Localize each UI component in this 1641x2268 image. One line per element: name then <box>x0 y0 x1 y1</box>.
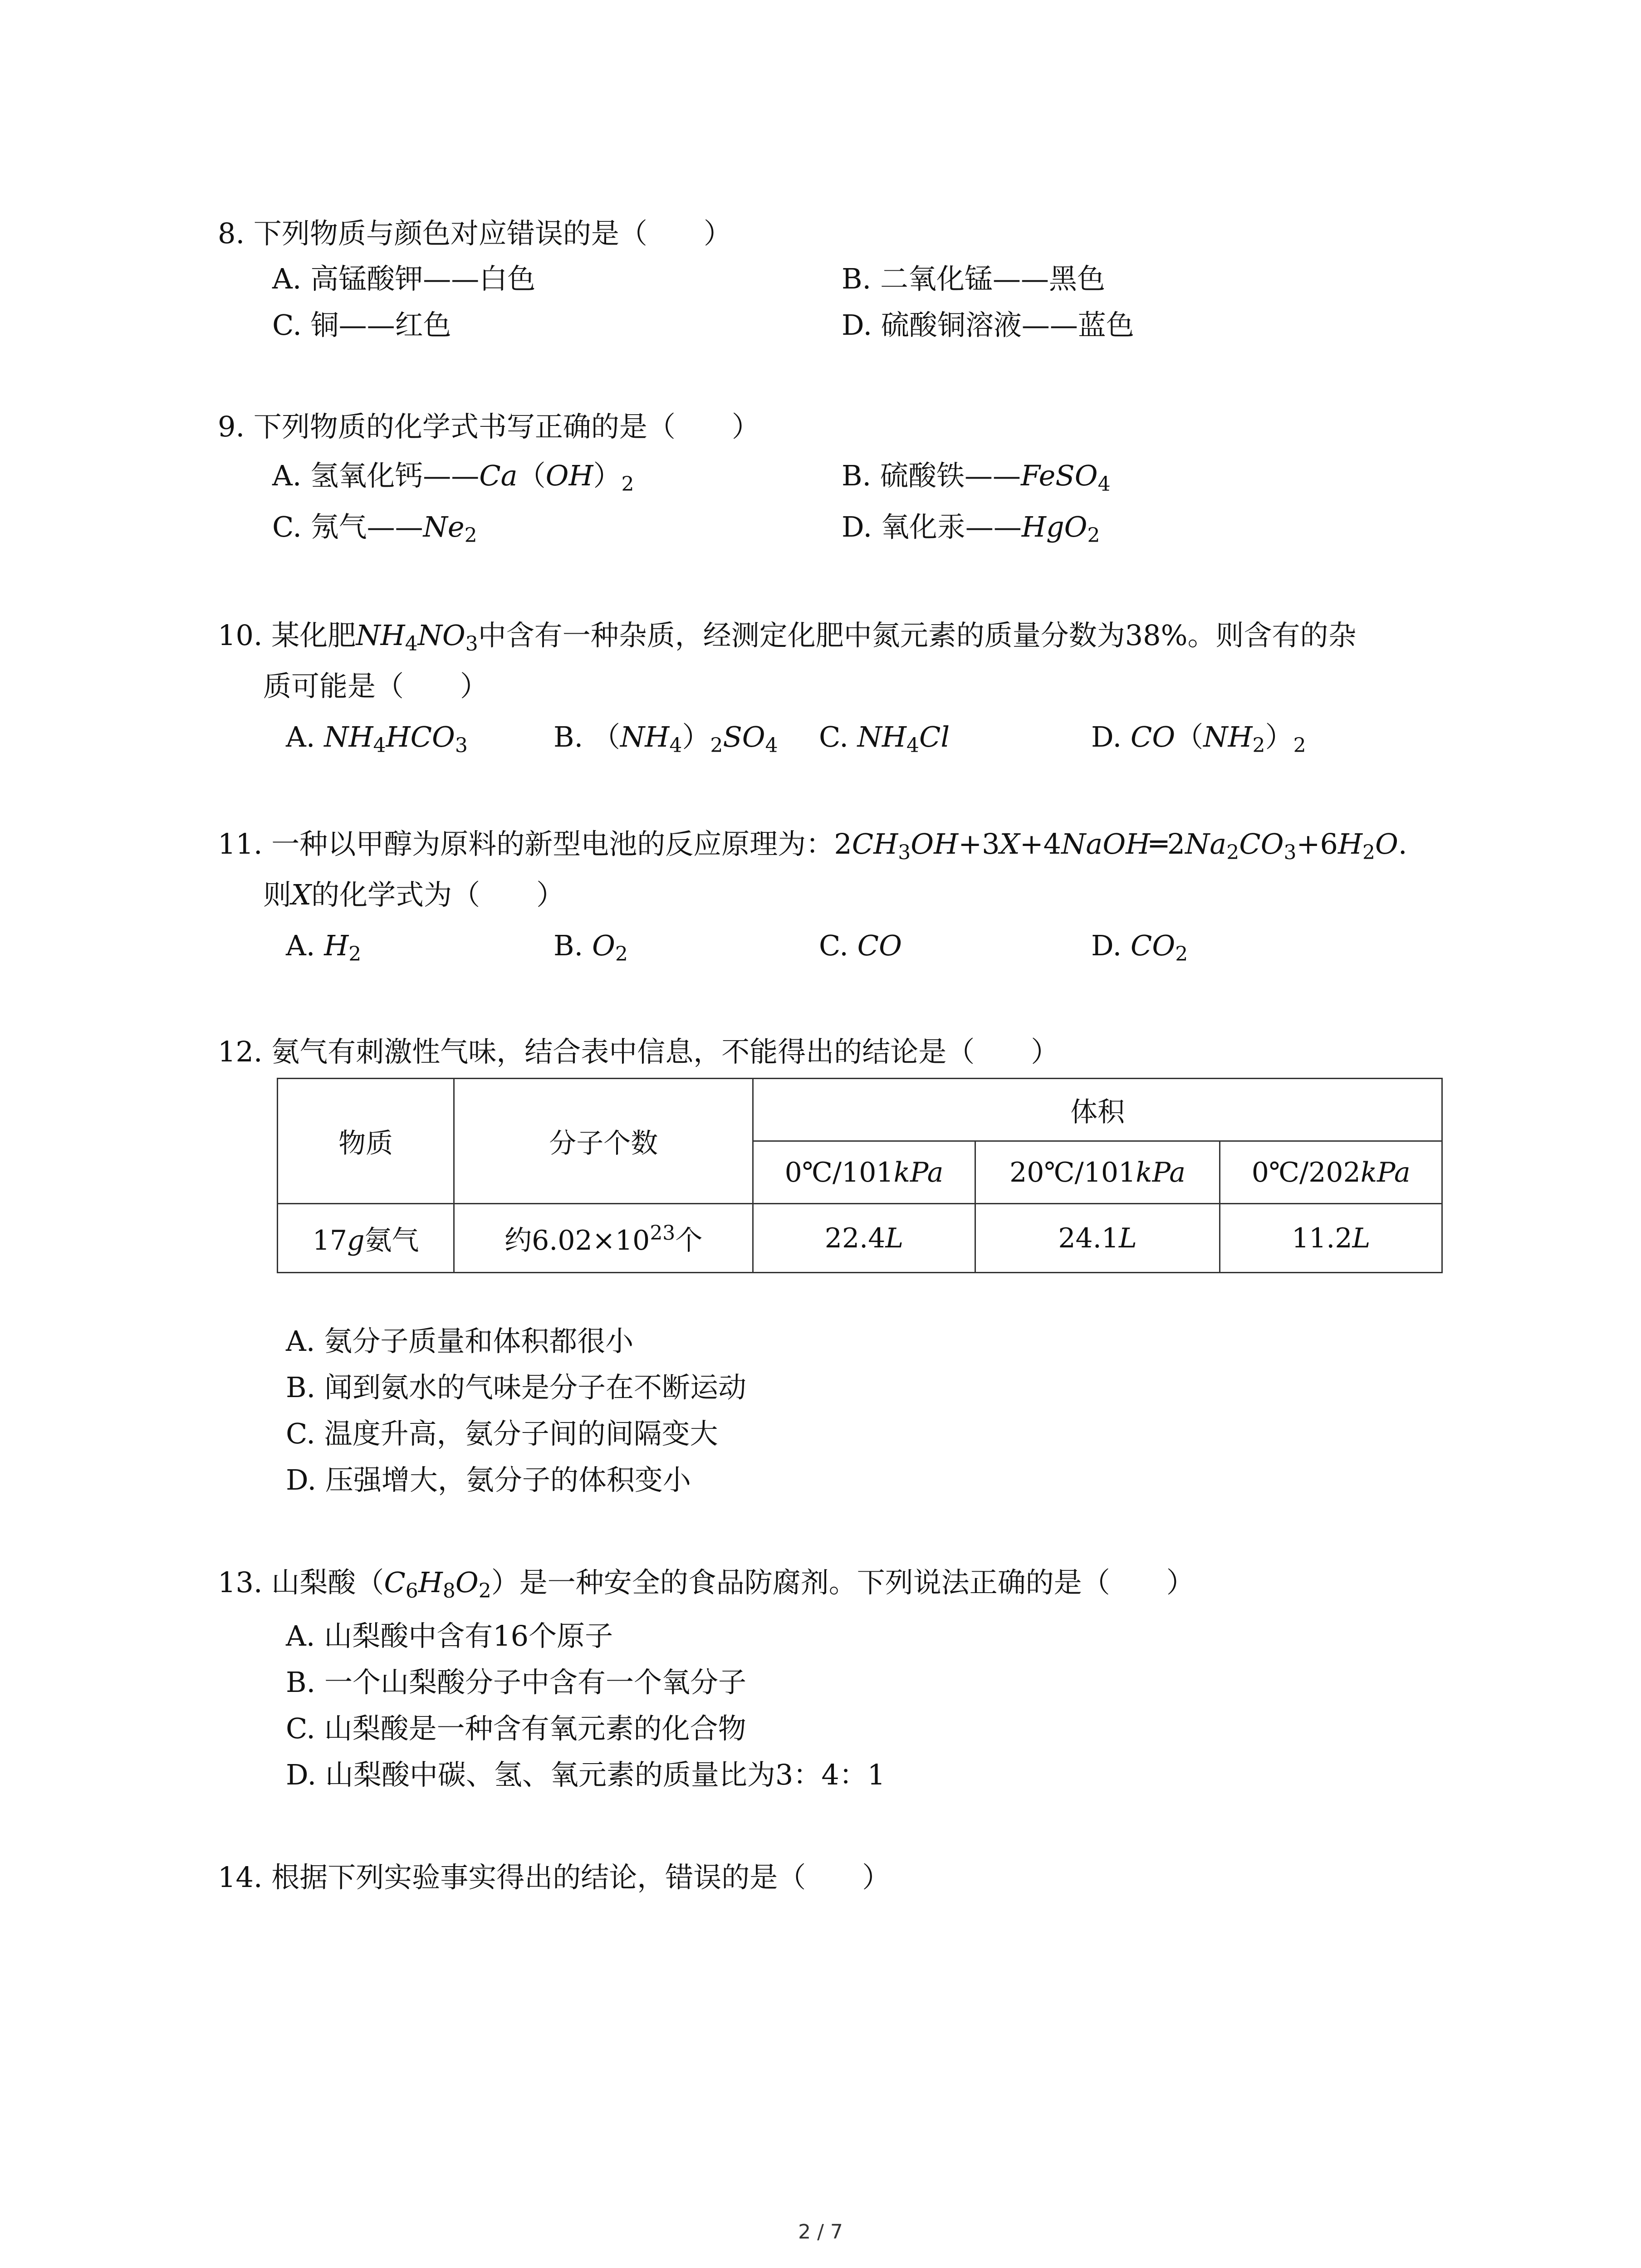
q11-option-a: A. $H_2$ <box>286 929 362 966</box>
ammonia-data-table <box>277 1078 1443 1273</box>
header-volume: 体积 <box>753 1079 1442 1141</box>
cell-volume-1: 22.4L <box>753 1204 975 1273</box>
q8-option-b: B. 二氧化锰——黑色 <box>842 262 1105 295</box>
substance-mass: 17 <box>312 1224 348 1256</box>
q9-option-d-label: D. 氧化汞—— <box>842 510 1022 543</box>
q10-option-d-label: D. <box>1091 720 1131 753</box>
question-12-stem: 12. 氨气有刺激性气味，结合表中信息，不能得出的结论是（ ） <box>218 1035 1059 1068</box>
q11-stem2-start: 则 <box>263 878 292 911</box>
header-substance: 物质 <box>278 1079 454 1204</box>
header-molecule-count: 分子个数 <box>454 1079 753 1204</box>
q10-option-a: A. $NH_4HCO_3$ <box>286 720 468 757</box>
q8-option-d: D. 硫酸铜溶液——蓝色 <box>842 308 1134 342</box>
q13-option-d: D. 山梨酸中碳、氢、氧元素的质量比为3：4：1 <box>286 1758 886 1791</box>
cell-volume-2: 24.1L <box>975 1204 1220 1273</box>
question-13-stem: 13. 山梨酸$(C_6H_8O_2)$是一种安全的食品防腐剂。下列说法正确的是（ ） <box>218 1566 1195 1603</box>
q8-option-c: C. 铜——红色 <box>272 308 451 342</box>
question-11-stem: 11. 一种以甲醇为原料的新型电池的反应原理为：$2CH_3OH+3X+4NaOH═2Na_2CO_3+6H_2O$. <box>218 827 1407 864</box>
question-8-stem: 8. 下列物质与颜色对应错误的是（ ） <box>218 217 732 250</box>
q13-option-b: B. 一个山梨酸分子中含有一个氧分子 <box>286 1666 746 1699</box>
condition-2-text: 20℃/101 <box>1009 1156 1136 1188</box>
header-condition-2: 20℃/101kPa <box>975 1141 1220 1204</box>
question-10-stem: 10. 某化肥$NH_4NO_3$中含有一种杂质，经测定化肥中氮元素的质量分数为38%。则含有的杂 <box>218 619 1357 655</box>
substance-name: 氨气 <box>364 1224 419 1256</box>
q13-option-c: C. 山梨酸是一种含有氧元素的化合物 <box>286 1712 746 1745</box>
q11-option-d-label: D. <box>1091 929 1131 962</box>
q10-option-b-label: B. （ <box>554 720 620 753</box>
q10-option-c: C. $NH_4Cl$ <box>819 720 950 757</box>
q9-option-c-label: C. 氖气—— <box>272 510 423 543</box>
q12-option-d: D. 压强增大，氨分子的体积变小 <box>286 1463 691 1496</box>
cell-volume-3: 11.2L <box>1220 1204 1442 1273</box>
q11-option-b-label: B. <box>554 929 592 962</box>
q12-option-c: C. 温度升高，氨分子间的间隔变大 <box>286 1417 718 1450</box>
condition-3-text: 0℃/202 <box>1251 1156 1361 1188</box>
q8-option-a: A. 高锰酸钾——白色 <box>272 262 536 295</box>
q9-option-b-label: B. 硫酸铁—— <box>842 459 1021 492</box>
q11-option-c: C. CO <box>819 929 902 962</box>
q10-option-a-label: A. <box>286 720 324 753</box>
q12-option-a: A. 氨分子质量和体积都很小 <box>286 1325 634 1358</box>
q13-stem-rest: ）是一种安全的食品防腐剂。下列说法正确的是（ ） <box>491 1566 1195 1599</box>
q13-stem-start: 13. 山梨酸（ <box>218 1566 384 1599</box>
q9-option-c: C. 氖气$——Ne_2$ <box>272 510 477 547</box>
volume-1-value: 22.4 <box>824 1222 886 1254</box>
count-unit: 个 <box>675 1224 703 1256</box>
q11-stem2-rest: 的化学式为（ ） <box>311 878 565 911</box>
q12-option-b: B. 闻到氨水的气味是分子在不断运动 <box>286 1371 746 1404</box>
cell-molecule-count <box>454 1204 753 1273</box>
q9-option-b: B. 硫酸铁——FeSO$_4$ <box>842 459 1111 496</box>
q10-option-b: B. $(NH_4)_2SO_4$ <box>554 720 778 757</box>
cell-substance: 17g氨气 <box>278 1204 454 1273</box>
header-condition-3: 0℃/202kPa <box>1220 1141 1442 1204</box>
count-exponent: 23 <box>650 1221 676 1245</box>
condition-1-text: 0℃/101 <box>784 1156 894 1188</box>
question-14-stem: 14. 根据下列实验事实得出的结论，错误的是（ ） <box>218 1861 891 1894</box>
question-11-stem-line2: 则X的化学式为（ ） <box>263 878 565 911</box>
header-condition-1: 0℃/101kPa <box>753 1141 975 1204</box>
q11-stem-start: 11. 一种以甲醇为原料的新型电池的反应原理为： <box>218 827 834 860</box>
q11-option-c-label: C. <box>819 929 857 962</box>
q11-option-b: B. $O_2$ <box>554 929 628 966</box>
q9-option-a-label: A. 氢氧化钙—— <box>272 459 480 492</box>
count-mantissa: 约6.02×10 <box>505 1224 650 1256</box>
q10-stem-start: 10. 某化肥 <box>218 619 356 652</box>
question-9-stem: 9. 下列物质的化学式书写正确的是（ ） <box>218 410 760 443</box>
q13-option-a: A. 山梨酸中含有16个原子 <box>286 1619 613 1652</box>
q10-option-c-label: C. <box>819 720 857 753</box>
q10-option-d: D. $CO(NH_2)_2$ <box>1091 720 1306 757</box>
page-number: 2 / 7 <box>798 2220 843 2244</box>
q9-option-d: D. 氧化汞——HgO$_2$ <box>842 510 1100 547</box>
volume-3-value: 11.2 <box>1291 1222 1352 1254</box>
q10-stem-rest: 中含有一种杂质，经测定化肥中氮元素的质量分数为38%。则含有的杂 <box>478 619 1357 652</box>
volume-2-value: 24.1 <box>1058 1222 1119 1254</box>
q9-option-a: A. 氢氧化钙$——Ca(OH)_2$ <box>272 459 634 496</box>
q11-option-a-label: A. <box>286 929 324 962</box>
q11-option-d: D. $CO_2$ <box>1091 929 1188 966</box>
question-10-stem-line2: 质可能是（ ） <box>263 670 489 703</box>
